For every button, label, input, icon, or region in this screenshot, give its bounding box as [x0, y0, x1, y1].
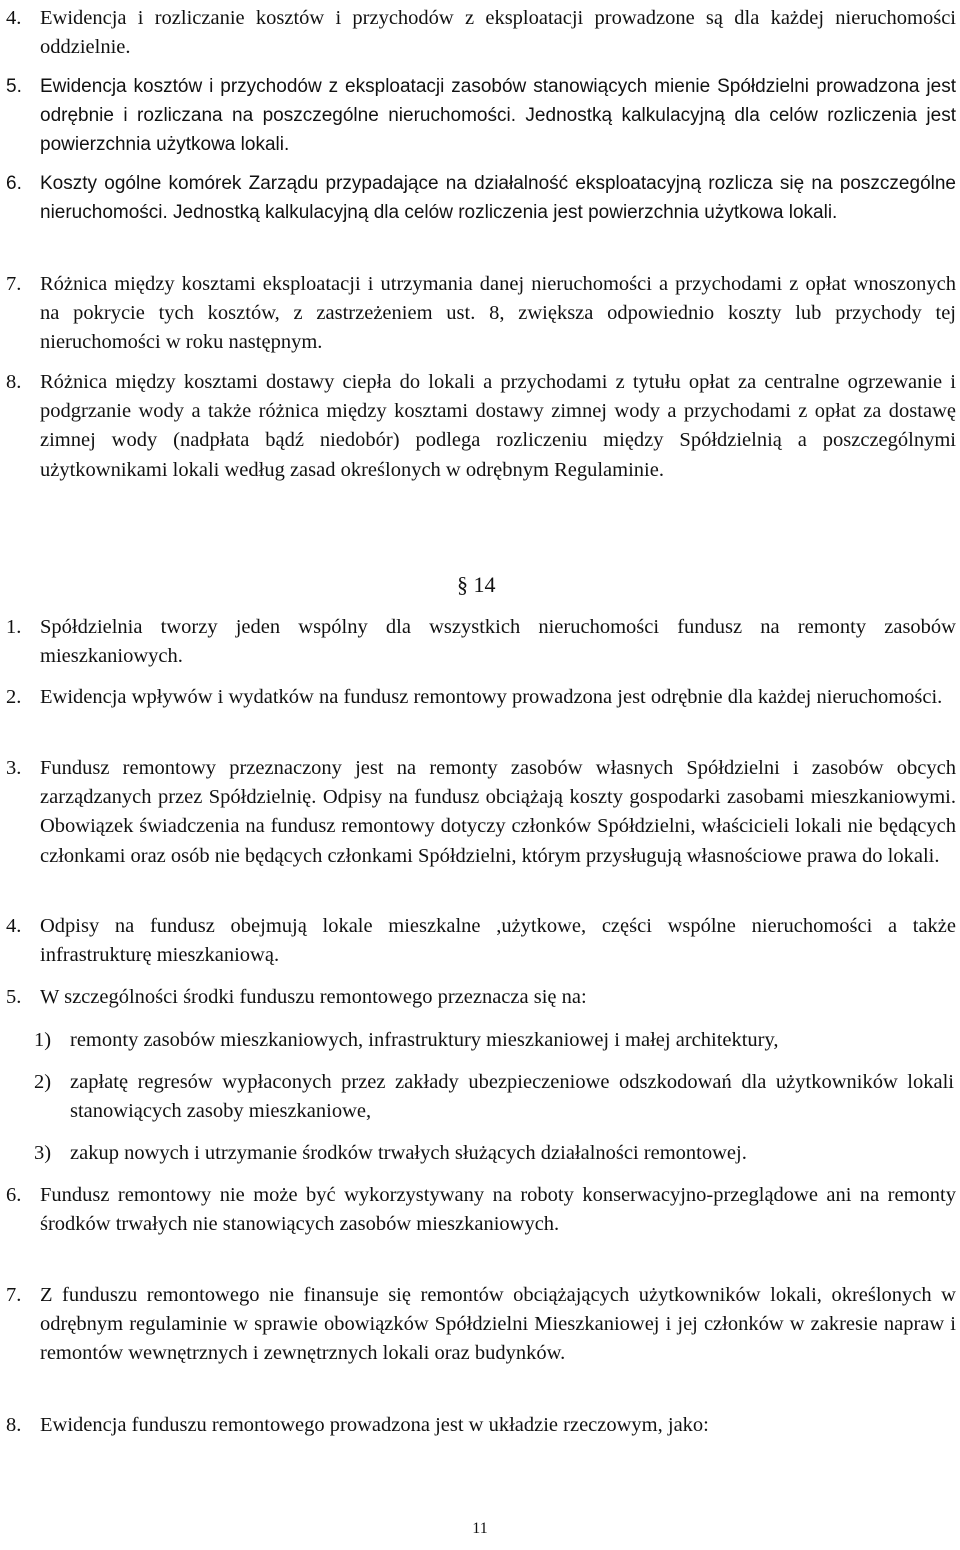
- paragraph-5: [6, 72, 956, 160]
- paragraph-number: 1.: [6, 616, 22, 638]
- paragraph-number: 3.: [6, 757, 22, 779]
- fund-paragraph-1: [6, 613, 956, 671]
- fund-paragraph-5: [6, 983, 956, 1012]
- paragraph-number: 5.: [6, 986, 22, 1008]
- fund-subitem-3: [34, 1139, 954, 1168]
- fund-paragraph-6: [6, 1181, 956, 1239]
- fund-subitem-1: [34, 1026, 954, 1055]
- paragraph-text: Fundusz remontowy nie może być wykorzystywany na roboty konserwacyjno-przeglądowe ani na remonty środków trwałych nie stanowiących zasobów mieszkaniowych.: [40, 1184, 956, 1236]
- paragraph-text: Odpisy na fundusz obejmują lokale mieszkalne ,użytkowe, części wspólne nieruchomości a także infrastrukturę mieszkaniową.: [40, 915, 956, 967]
- subitem-text: zapłatę regresów wypłaconych przez zakłady ubezpieczeniowe odszkodowań dla użytkowników lokali stanowiących zasoby mieszkaniowe,: [70, 1071, 954, 1123]
- paragraph-text: Koszty ogólne komórek Zarządu przypadające na działalność eksploatacyjną rozlicza się na poszczególne nieruchomości. Jednostką kalkulacyjną dla celów rozliczenia jest powierzchnia użytkowa lokali.: [40, 173, 956, 224]
- paragraph-text: Ewidencja i rozliczanie kosztów i przychodów z eksploatacji prowadzone są dla każdej nieruchomości oddzielnie.: [40, 7, 956, 59]
- subitem-number: 2): [34, 1071, 52, 1093]
- paragraph-text: Fundusz remontowy przeznaczony jest na remonty zasobów własnych Spółdzielni i zasobów obcych zarządzanych przez Spółdzielnię. Odpisy na fundusz obciążają koszty gospodarki zasobami mieszkaniowymi. Obowiązek świadczenia na fundusz remontowy dotyczy członków Spółdzielni, właścicieli lokali nie będących członkami oraz osób nie będących członkami Spółdzielni, którym przysługują własnościowe prawa do lokali.: [40, 757, 956, 867]
- paragraph-number: 6.: [6, 1184, 22, 1206]
- paragraph-text: W szczególności środki funduszu remontowego przeznacza się na:: [40, 986, 587, 1008]
- paragraph-8: [6, 368, 956, 485]
- paragraph-text: Ewidencja funduszu remontowego prowadzona jest w układzie rzeczowym, jako:: [40, 1414, 709, 1436]
- paragraph-text: Ewidencja wpływów i wydatków na fundusz remontowy prowadzona jest odrębnie dla każdej nieruchomości.: [40, 686, 943, 708]
- paragraph-number: 4.: [6, 7, 22, 29]
- paragraph-number: 8.: [6, 1414, 22, 1436]
- paragraph-number: 4.: [6, 915, 22, 937]
- paragraph-text: Ewidencja kosztów i przychodów z eksploatacji zasobów stanowiących mienie Spółdzielni prowadzona jest odrębnie i rozliczana na poszczególne nieruchomości. Jednostką kalkulacyjną dla celów rozliczenia jest powierzchnia użytkowa lokali.: [40, 76, 956, 156]
- fund-paragraph-7: [6, 1281, 956, 1369]
- paragraph-text: Różnica między kosztami dostawy ciepła do lokali a przychodami z tytułu opłat za centralne ogrzewanie i podgrzanie wody a także różnica między kosztami dostawy zimnej wody a przychodami z opłat za dostawę zimnej wody (nadpłata bądź niedobór) podlega rozliczeniu między Spółdzielnią a poszczególnymi użytkownikami lokali według zasad określonych w odrębnym Regulaminie.: [40, 371, 956, 481]
- paragraph-4: [6, 4, 956, 62]
- subitem-number: 3): [34, 1142, 52, 1164]
- paragraph-text: Różnica między kosztami eksploatacji i utrzymania danej nieruchomości a przychodami z opłat wnoszonych na pokrycie tych kosztów, z zastrzeżeniem ust. 8, zwiększa odpowiednio koszty lub przychody tej nieruchomości w roku następnym.: [40, 273, 956, 354]
- subitem-number: 1): [34, 1029, 52, 1051]
- section-heading: § 14: [457, 572, 496, 597]
- fund-subitem-2: [34, 1068, 954, 1126]
- paragraph-number: 7.: [6, 1284, 22, 1306]
- fund-paragraph-2: [6, 683, 956, 712]
- fund-paragraph-3: [6, 754, 956, 871]
- paragraph-number: 8.: [6, 371, 22, 393]
- paragraph-text: Z funduszu remontowego nie finansuje się remontów obciążających użytkowników lokali, określonych w odrębnym regulaminie w sprawie obowiązków Spółdzielni Mieszkaniowej i jej członków w zakresie napraw i remontów wewnętrznych i zewnętrznych lokali oraz budynków.: [40, 1284, 956, 1365]
- paragraph-6: [6, 169, 956, 227]
- paragraph-7: [6, 270, 956, 358]
- paragraph-number: 2.: [6, 686, 22, 708]
- fund-paragraph-4: [6, 912, 956, 970]
- page-number: 11: [472, 1520, 488, 1537]
- subitem-text: zakup nowych i utrzymanie środków trwałych służących działalności remontowej.: [70, 1142, 747, 1164]
- paragraph-text: Spółdzielnia tworzy jeden wspólny dla wszystkich nieruchomości fundusz na remonty zasobów mieszkaniowych.: [40, 616, 956, 668]
- paragraph-number: 5.: [6, 76, 22, 97]
- paragraph-number: 7.: [6, 273, 22, 295]
- fund-paragraph-8: [6, 1411, 956, 1440]
- paragraph-number: 6.: [6, 173, 22, 194]
- subitem-text: remonty zasobów mieszkaniowych, infrastruktury mieszkaniowej i małej architektury,: [70, 1029, 779, 1051]
